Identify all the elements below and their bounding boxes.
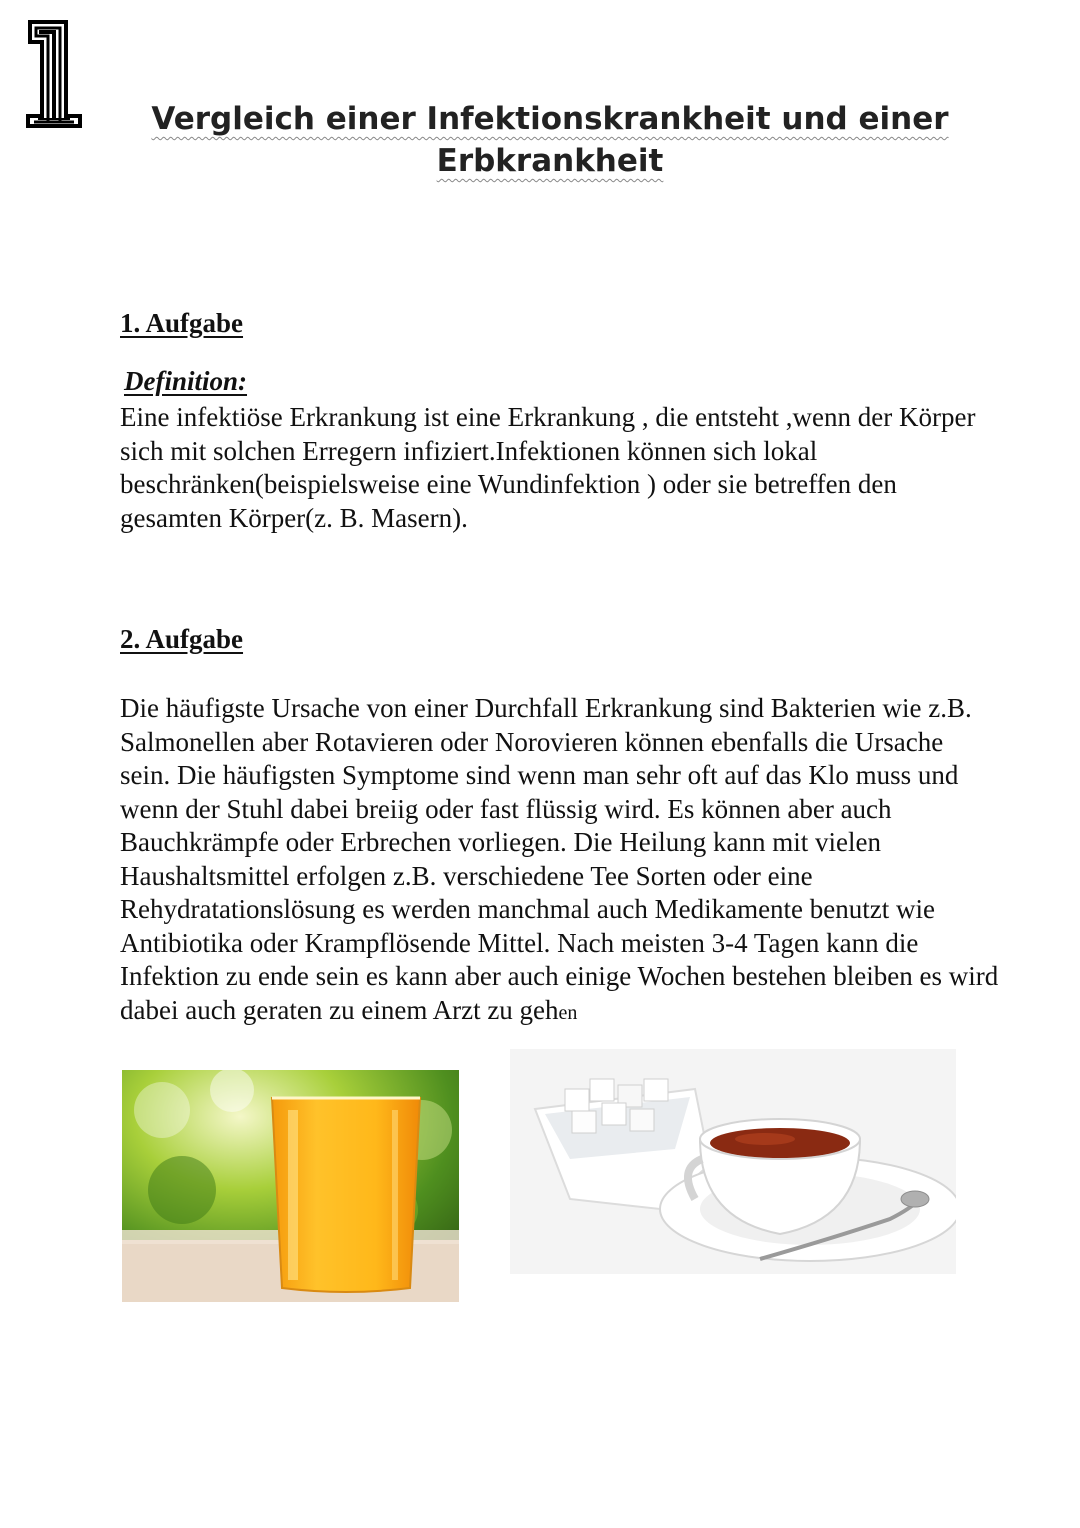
title-line-2: Erbkrankheit	[436, 143, 664, 179]
page-title	[100, 98, 1000, 182]
task-2-text	[120, 692, 1000, 1030]
juice-glass-image	[122, 1070, 459, 1302]
task-2-heading: 2. Aufgabe	[120, 624, 244, 654]
title-line-1: Vergleich einer Infektionskrankheit und einer	[151, 101, 949, 137]
task-2-text-tail: en	[558, 1001, 578, 1024]
definition-label: Definition:	[124, 366, 248, 396]
tea-cup-and-sugar-image	[510, 1049, 956, 1274]
page-number-1-icon	[22, 18, 86, 130]
task-2-text-main: Die häufigste Ursache von einer Durchfall Erkrankung sind Bakterien wie z.B. Salmonellen aber Rotavieren oder Norovieren können ebenfalls die Ursache sein. Die häufigsten Symptome sind wenn man sehr oft auf das Klo muss und wenn der Stuhl dabei breiig oder fast flüssig wird. Es können aber auch Bauchkrämpfe oder Erbrechen vorliegen. Die Heilung kann mit vielen Haushaltsmittel erfolgen z.B. verschiedene Tee Sorten oder eine Rehydratationslösung es werden manchmal auch Medikamente benutzt wie Antibiotika oder Krampflösende Mittel. Nach meisten 3-4 Tagen kann die Infektion zu ende sein es kann aber auch einige Wochen bestehen bleiben es wird dabei auch geraten zu einem Arzt zu geh	[120, 693, 999, 1025]
task-1-heading: 1. Aufgabe	[120, 308, 244, 338]
definition-text: Eine infektiöse Erkrankung ist eine Erkrankung , die entsteht ,wenn der Körper sich mit solchen Erregern infiziert.Infektionen können sich lokal beschränken(beispielsweise eine Wundinfektion ) oder sie betreffen den gesamten Körper(z. B. Masern).	[120, 402, 976, 533]
